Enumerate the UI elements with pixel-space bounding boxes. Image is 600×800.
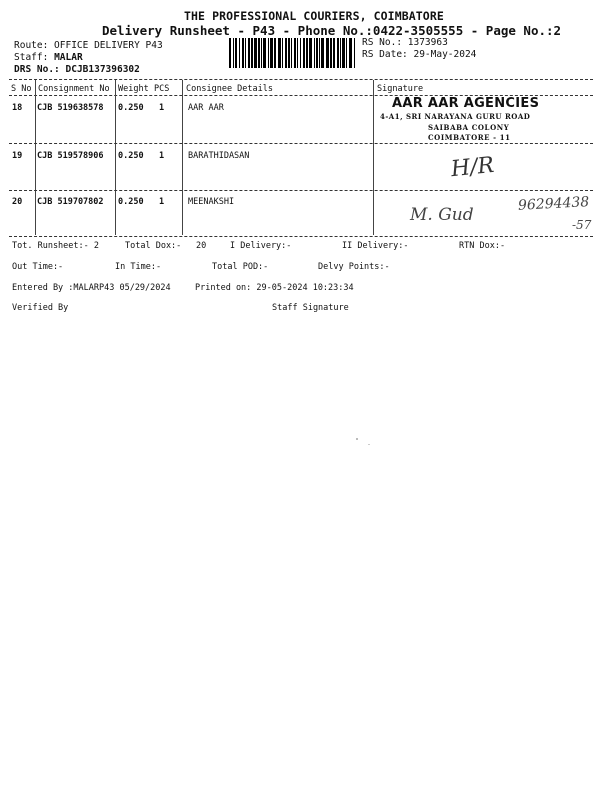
col-divider [35, 80, 36, 235]
col-divider [115, 80, 116, 235]
delvy-points: Delvy Points:- [318, 262, 390, 272]
row-divider [9, 143, 593, 144]
total-pod: Total POD:- [212, 262, 269, 272]
table-top-rule [9, 79, 593, 80]
staff-value: MALAR [54, 52, 83, 63]
row-pcs: 1 [159, 197, 165, 207]
out-time: Out Time:- [12, 262, 64, 272]
staff-signature: Staff Signature [272, 303, 349, 313]
row-weight: 0.250 [118, 103, 144, 113]
row-consignment: CJB 519578906 [37, 151, 104, 161]
col-weight: Weight [118, 84, 149, 94]
total-dox-value: 20 [196, 241, 207, 251]
extra-handwriting: -57 [572, 218, 592, 232]
col-pcs: PCS [154, 84, 170, 94]
row-weight: 0.250 [118, 197, 144, 207]
rtn-dox: RTN Dox:- [459, 241, 506, 251]
route-label: Route: OFFICE DELIVERY P43 [14, 40, 163, 51]
row-sno: 20 [12, 197, 23, 207]
row-consignment: CJB 519638578 [37, 103, 104, 113]
row-pcs: 1 [159, 151, 165, 161]
row-consignee: AAR AAR [188, 103, 224, 113]
row-consignee: BARATHIDASAN [188, 151, 250, 161]
phone-handwriting: 96294438 [517, 194, 590, 214]
rs-no: RS No.: 1373963 [362, 37, 448, 48]
col-sno: S No [11, 84, 32, 94]
company-name: THE PROFESSIONAL COURIERS, COIMBATORE [184, 9, 444, 23]
table-bottom-rule [9, 236, 593, 237]
staff-label: Staff: [14, 52, 49, 63]
row-sno: 18 [12, 103, 23, 113]
drs-line [14, 64, 140, 75]
company-stamp [378, 95, 593, 143]
col-consignee: Consignee Details [186, 84, 273, 94]
barcode-icon [229, 38, 356, 68]
drs-value: DCJB137396302 [65, 64, 140, 75]
row-consignee: MEENAKSHI [188, 197, 235, 207]
i-delivery: I Delivery:- [230, 241, 292, 251]
row-consignment: CJB 519707802 [37, 197, 104, 207]
row-sno: 19 [12, 151, 23, 161]
printed-on: Printed on: 29-05-2024 10:23:34 [195, 283, 354, 293]
stamp-line-4: COIMBATORE - 11 [428, 133, 511, 142]
signature-handwriting: H/R [449, 152, 496, 183]
entered-by: Entered By :MALARP43 05/29/2024 [12, 283, 171, 293]
staff-line [14, 52, 83, 63]
rs-date: RS Date: 29-May-2024 [362, 49, 477, 60]
signature-handwriting: M. Gud [410, 205, 474, 225]
col-signature: Signature [377, 84, 424, 94]
stamp-line-3: SAIBABA COLONY [428, 123, 510, 132]
tot-runsheet: Tot. Runsheet:- 2 [12, 241, 99, 251]
in-time: In Time:- [115, 262, 162, 272]
stamp-line-1: AAR AAR AGENCIES [392, 96, 540, 111]
verified-by: Verified By [12, 303, 69, 313]
col-divider [182, 80, 183, 235]
row-pcs: 1 [159, 103, 165, 113]
drs-label: DRS No.: [14, 64, 60, 75]
total-dox-label: Total Dox:- [125, 241, 182, 251]
col-divider [373, 80, 374, 235]
scan-speck [368, 444, 370, 445]
row-weight: 0.250 [118, 151, 144, 161]
runsheet-heading: Delivery Runsheet - P43 - Phone No.:0422-3505555 - Page No.:2 [102, 23, 562, 38]
stamp-line-2: 4-A1, SRI NARAYANA GURU ROAD [380, 112, 531, 121]
row-divider [9, 190, 593, 191]
col-consignment: Consignment No [38, 84, 110, 94]
ii-delivery: II Delivery:- [342, 241, 409, 251]
scan-speck [356, 438, 358, 440]
